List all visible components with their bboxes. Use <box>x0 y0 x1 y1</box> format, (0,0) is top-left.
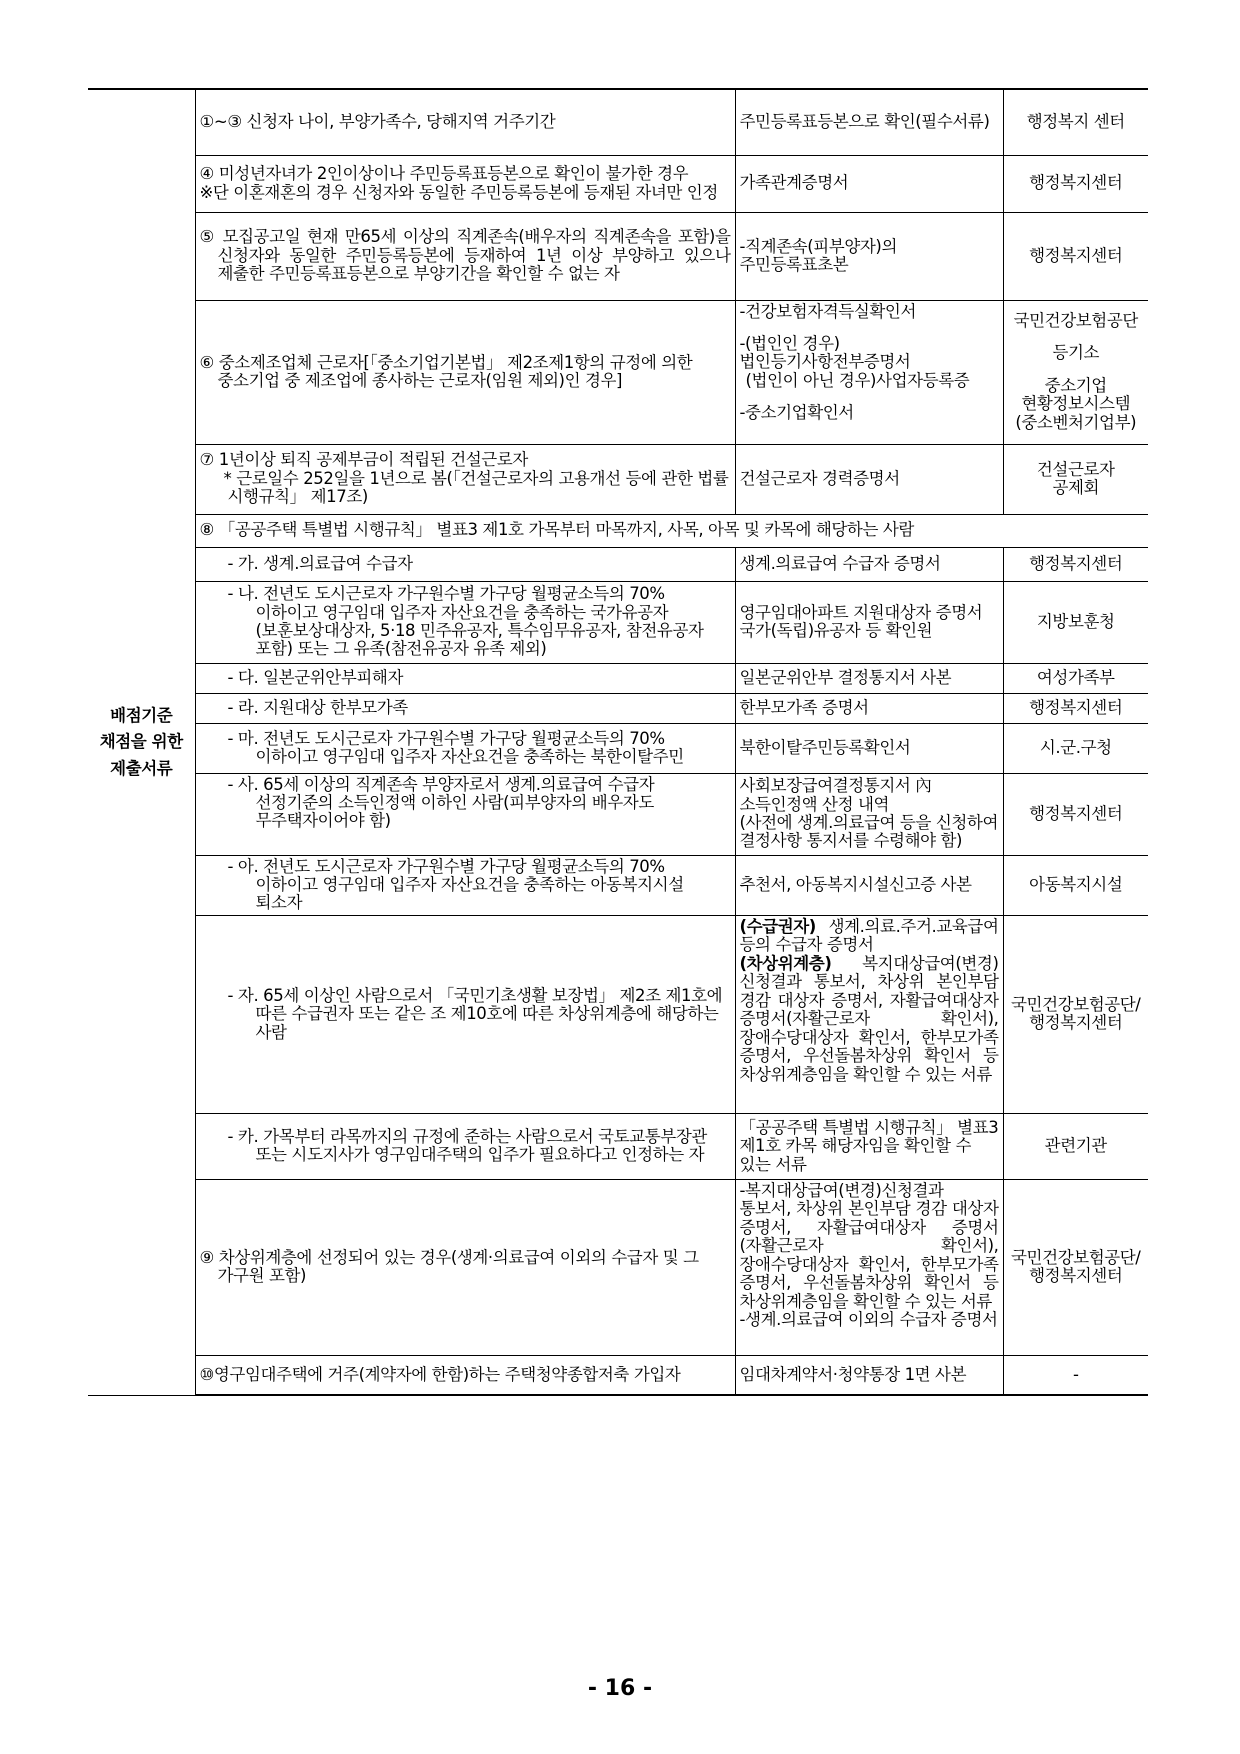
agency-item: 시.군.구청 <box>1039 737 1112 757</box>
document-item: 주민등록표등본으로 확인(필수서류) <box>739 112 990 132</box>
agency-cell <box>1003 1179 1148 1355</box>
condition-cell <box>195 547 735 581</box>
agency-cell <box>1003 773 1148 855</box>
agency-item: 관련기관 <box>1044 1136 1107 1156</box>
agency-cell <box>1003 693 1148 723</box>
agency-cell <box>1003 915 1148 1113</box>
condition-text: - 라. 지원대상 한부모가족 <box>227 697 408 717</box>
condition-cell <box>195 693 735 723</box>
condition-text: - 마. 전년도 도시근로자 가구원수별 가구당 월평균소득의 70% 이하이고 영구임대 입주자 자산요건을 충족하는 북한이탈주민 <box>227 728 684 766</box>
condition-text: ④ 미성년자녀가 2인이상이나 주민등록표등본으로 확인이 불가한 경우 <box>199 164 689 184</box>
document-item: 건설근로자 경력증명서 <box>739 468 900 488</box>
document-item: 북한이탈주민등록확인서 <box>739 737 911 757</box>
table-row <box>88 581 1148 663</box>
document-item <box>740 955 999 1084</box>
agency-cell <box>1003 1355 1148 1395</box>
table-row <box>88 89 1148 155</box>
category-label-line: 배점기준 <box>110 705 173 725</box>
documents-cell <box>735 212 1003 300</box>
condition-cell: ①~③ 신청자 나이, 부양가족수, 당해지역 거주기간 <box>195 89 735 155</box>
documents-cell <box>735 915 1003 1113</box>
document-table <box>88 88 1148 1396</box>
document-item: 일본군위안부 결정통지서 사본 <box>739 667 952 687</box>
agency-item: (중소벤처기업부) <box>1015 412 1137 432</box>
agency-cell <box>1003 581 1148 663</box>
document-item: 「공공주택 특별법 시행규칙」 별표3 제1호 카목 해당자임을 확인할 수 있는 서류 <box>739 1117 999 1174</box>
agency-item: 행정복지 센터 <box>1026 112 1125 132</box>
agency-item: 행정복지센터 <box>1029 1013 1123 1033</box>
document-item: 임대차계약서·청약통장 1면 사본 <box>739 1364 967 1384</box>
agency-item: 행정복지센터 <box>1029 173 1123 193</box>
documents-cell <box>735 89 1003 155</box>
table-row <box>88 212 1148 300</box>
agency-item: 행정복지센터 <box>1029 1266 1123 1286</box>
documents-cell <box>735 723 1003 773</box>
table-row <box>88 663 1148 693</box>
condition-note: ※단 이혼재혼의 경우 신청자와 동일한 주민등록등본에 등재된 자녀만 인정 <box>199 182 718 202</box>
condition-text: ⑦ 1년이상 퇴직 공제부금이 적립된 건설근로자 <box>199 450 528 470</box>
documents-cell <box>735 155 1003 212</box>
condition-cell <box>195 723 735 773</box>
agency-item: 국민건강보험공단/ <box>1011 994 1141 1014</box>
condition-cell <box>195 773 735 855</box>
documents-cell <box>735 581 1003 663</box>
document-item: 추천서, 아동복지시설신고증 사본 <box>739 874 972 894</box>
condition-cell <box>195 212 735 300</box>
agency-item: 행정복지센터 <box>1029 553 1123 573</box>
document-item: -중소기업확인서 <box>739 403 854 423</box>
agency-cell <box>1003 155 1148 212</box>
document-item <box>740 918 999 955</box>
agency-item: - <box>1072 1364 1079 1384</box>
condition-cell <box>195 855 735 915</box>
document-item: -복지대상급여(변경)신청결과 통보서, 차상위 본인부담 경감 대상자 증명서, 자활급여대상자 증명서(자활근로자 확인서), 장애수당대상자 확인서, 한부모가족 증명서, 우선돌봄차상위 확인서 등 차상위계층임을 확인할 수 있는 서류 <box>739 1180 999 1311</box>
agency-item: 등기소 <box>1052 343 1100 363</box>
table-row <box>88 855 1148 915</box>
condition-cell: ⑩영구임대주택에 거주(계약자에 한함)하는 주택청약종합저축 가입자 <box>195 1355 735 1395</box>
condition-text: - 가. 생계.의료급여 수급자 <box>227 553 413 573</box>
agency-cell <box>1003 547 1148 581</box>
page-number: - 16 - <box>587 1676 653 1701</box>
condition-text: - 다. 일본군위안부피해자 <box>227 667 403 687</box>
table-row <box>88 915 1148 1113</box>
agency-item: 건설근로자 <box>1036 459 1115 479</box>
documents-cell <box>735 444 1003 514</box>
condition-text: - 카. 가목부터 라목까지의 규정에 준하는 사람으로서 국토교통부장관 또는 시도지사가 영구임대주택의 입주가 필요하다고 인정하는 자 <box>227 1126 707 1165</box>
document-item: 영구임대아파트 지원대상자 증명서 <box>739 602 983 622</box>
documents-cell <box>735 773 1003 855</box>
table-row <box>88 693 1148 723</box>
document-item: -생계.의료급여 이외의 수급자 증명서 <box>739 1310 998 1330</box>
table-row <box>88 773 1148 855</box>
agency-item: 행정복지센터 <box>1029 803 1123 823</box>
table-row <box>88 547 1148 581</box>
table-row <box>88 300 1148 444</box>
recipient-label: (수급권자) <box>739 916 816 936</box>
category-label-line: 채점을 위한 <box>99 732 183 752</box>
agency-cell <box>1003 855 1148 915</box>
documents-cell <box>735 855 1003 915</box>
condition-text: - 사. 65세 이상의 직계존속 부양자로서 생계.의료급여 수급자 선정기준의 소득인정액 이하인 사람(피부양자의 배우자도 무주택자이어야 함) <box>227 774 655 831</box>
document-item: -(법인인 경우)법인등기사항전부증명서 <box>739 333 911 372</box>
category-label-line: 제출서류 <box>110 758 173 778</box>
condition-text: - 자. 65세 이상인 사람으로서 「국민기초생활 보장법」 제2조 제1호에 따른 수급권자 또는 같은 조 제10호에 따른 차상위계층에 해당하는 사람 <box>227 985 723 1042</box>
agency-item: 여성가족부 <box>1036 667 1115 687</box>
agency-item: 국민건강보험공단/ <box>1011 1247 1141 1267</box>
condition-cell <box>195 300 735 444</box>
agency-cell <box>1003 444 1148 514</box>
agency-cell <box>1003 723 1148 773</box>
document-item: 생계.의료급여 수급자 증명서 <box>739 553 941 573</box>
near-poverty-label: (차상위계층) <box>739 953 832 973</box>
agency-item: 중소기업 <box>1044 375 1107 395</box>
agency-item: 행정복지센터 <box>1029 697 1123 717</box>
condition-text: ⑥ 중소제조업체 근로자[「중소기업기본법」 제2조제1항의 규정에 의한 중소기업 중 제조업에 종사하는 근로자(임원 제외)인 경우] <box>199 352 693 390</box>
condition-cell <box>195 915 735 1113</box>
agency-item: 공제회 <box>1052 478 1100 497</box>
category-cell <box>88 89 195 1395</box>
condition-text: - 나. 전년도 도시근로자 가구원수별 가구당 월평균소득의 70% 이하이고 영구임대 입주자 자산요건을 충족하는 국가유공자(보훈보상대상자, 5·18 민주유공자, 특수임무유공자, 참전유공자 포함) 또는 그 유족(참전유공자 유족 제외) <box>227 584 704 659</box>
table-row <box>88 514 1148 547</box>
document-item: 국가(독립)유공자 등 확인원 <box>739 621 933 640</box>
condition-text: ⑤ 모집공고일 현재 만65세 이상의 직계존속(배우자의 직계존속을 포함)을 신청자와 동일한 주민등록등본에 등재하여 1년 이상 부양하고 있으나 제출한 주민등록표등본으로 부양기간을 확인할 수 없는 자 <box>199 227 731 284</box>
section-header-cell: ⑧ 「공공주택 특별법 시행규칙」 별표3 제1호 가목부터 마목까지, 사목, 아목 및 카목에 해당하는 사람 <box>195 514 1148 547</box>
document-item: 가족관계증명서 <box>739 173 849 193</box>
agency-cell <box>1003 663 1148 693</box>
agency-item: 지방보훈청 <box>1036 611 1115 631</box>
condition-cell <box>195 155 735 212</box>
condition-cell <box>195 1113 735 1179</box>
condition-text: ⑨ 차상위계층에 선정되어 있는 경우(생계·의료급여 이외의 수급자 및 그 가구원 포함) <box>199 1247 699 1286</box>
condition-cell <box>195 581 735 663</box>
documents-cell <box>735 693 1003 723</box>
documents-cell <box>735 300 1003 444</box>
document-item: -건강보험자격득실확인서 <box>739 301 916 321</box>
table-row <box>88 1355 1148 1395</box>
agency-item: 아동복지시설 <box>1029 874 1123 894</box>
agency-cell <box>1003 212 1148 300</box>
table-row <box>88 444 1148 514</box>
document-item: (사전에 생계.의료급여 등을 신청하여 결정사항 통지서를 수령해야 함) <box>739 813 999 851</box>
document-item: 한부모가족 증명서 <box>739 697 869 717</box>
table-row <box>88 1113 1148 1179</box>
documents-cell <box>735 1355 1003 1395</box>
documents-cell <box>735 1113 1003 1179</box>
documents-cell <box>735 547 1003 581</box>
agency-cell <box>1003 1113 1148 1179</box>
condition-cell <box>195 444 735 514</box>
table-row <box>88 155 1148 212</box>
agency-cell <box>1003 300 1148 444</box>
table-row <box>88 1179 1148 1355</box>
condition-cell <box>195 663 735 693</box>
document-item: (법인이 아닌 경우)사업자등록증 <box>745 370 970 390</box>
document-item: 사회보장급여결정통지서 內 소득인정액 산정 내역 <box>739 776 932 814</box>
near-poverty-docs: 복지대상급여(변경)신청결과 통보서, 차상위 본인부담 경감 대상자 증명서, 자활급여대상자 증명서(자활근로자 확인서), 장애수당대상자 확인서, 한부모가족 증명서, 우선돌봄차상위 확인서 등 차상위계층임을 확인할 수 있는 서류 <box>739 953 999 1084</box>
condition-cell <box>195 1179 735 1355</box>
condition-note: * 근로일수 252일을 1년으로 봄(「건설근로자의 고용개선 등에 관한 법률 시행규칙」 제17조) <box>223 468 729 507</box>
agency-item: 현황정보시스템 <box>1021 394 1131 414</box>
document-item: -직계존속(피부양자)의 주민등록표초본 <box>739 236 897 274</box>
agency-item: 국민건강보험공단 <box>1013 310 1138 330</box>
documents-cell <box>735 663 1003 693</box>
documents-cell <box>735 1179 1003 1355</box>
agency-cell <box>1003 89 1148 155</box>
condition-text: - 아. 전년도 도시근로자 가구원수별 가구당 월평균소득의 70% 이하이고 영구임대 입주자 자산요건을 충족하는 아동복지시설 퇴소자 <box>227 856 684 913</box>
agency-item: 행정복지센터 <box>1029 245 1123 265</box>
recipient-docs: 생계.의료.주거.교육급여 등의 수급자 증명서 <box>739 916 999 955</box>
table-row <box>88 723 1148 773</box>
